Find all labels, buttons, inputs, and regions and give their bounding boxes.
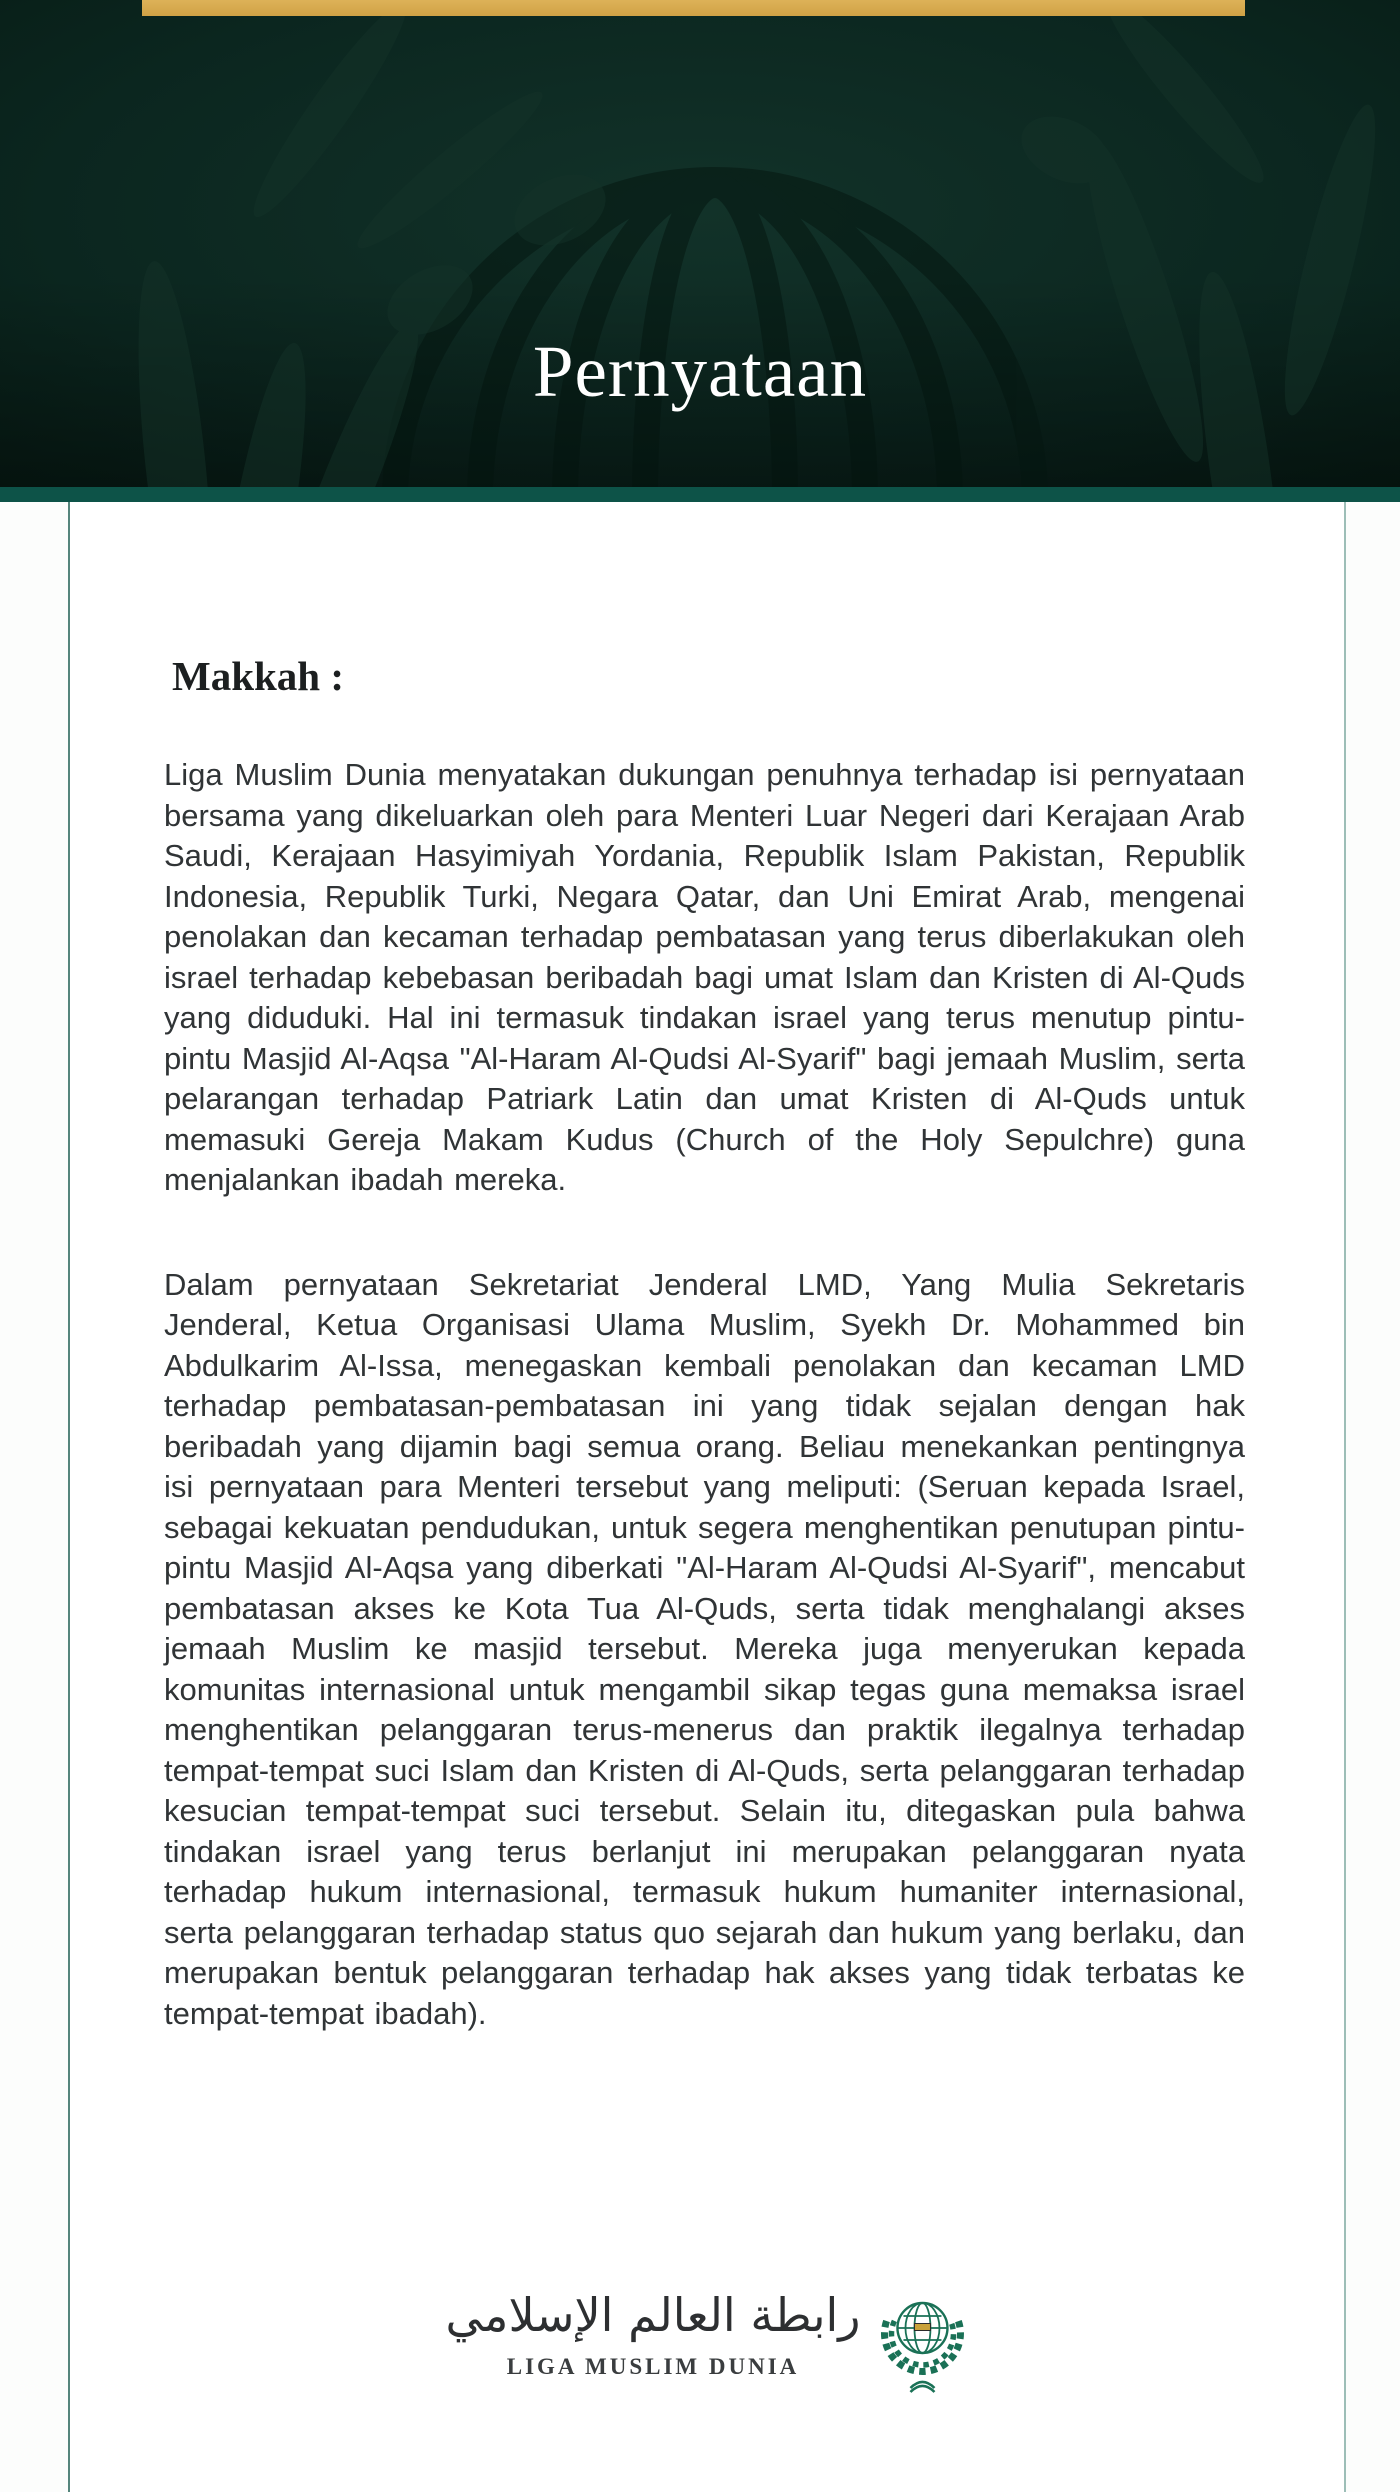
organization-logo [445,2280,968,2400]
statement-paragraph-2: Dalam pernyataan Sekretariat Jenderal LMD, Yang Mulia Sekretaris Jenderal, Ketua Organisasi Ulama Muslim, Syekh Dr. Mohammed bin Abdulkarim Al-Issa, menegaskan kembali penolakan dan kecaman LMD terhadap pembatasan-pembatasan ini yang tidak sejalan dengan hak beribadah yang dijamin bagi semua orang. Beliau menekankan pentingnya isi pernyataan para Menteri tersebut yang meliputi: (Seruan kepada Israel, sebagai kekuatan pendudukan, untuk segera menghentikan penutupan pintu-pintu Masjid Al-Aqsa yang diberkati "Al-Haram Al-Qudsi Al-Syarif", mencabut pembatasan akses ke Kota Tua Al-Quds, serta tidak menghalangi akses jemaah Muslim ke masjid tersebut. Mereka juga menyerukan kepada komunitas internasional untuk mengambil sikap tegas guna memaksa israel menghentikan pelanggaran terus-menerus dan praktik ilegalnya terhadap tempat-tempat suci Islam dan Kristen di Al-Quds, serta pelanggaran terhadap kesucian tempat-tempat suci tersebut. Selain itu, ditegaskan pula bahwa tindakan israel yang terus berlanjut ini merupakan pelanggaran nyata terhadap hukum internasional, termasuk hukum humaniter internasional, serta pelanggaran terhadap status quo sejarah dan hukum yang berlaku, dan merupakan bentuk pelanggaran terhadap hak akses yang tidak terbatas ke tempat-tempat ibadah). [164,1266,1245,2031]
logo-org-name: LIGA MUSLIM DUNIA [506,2354,800,2379]
laurel-globe-pattern-icon [0,0,1400,487]
header-banner [0,0,1400,502]
location-heading: Makkah : [172,653,345,699]
page-title: Pernyataan [532,331,868,412]
gold-accent-bar [142,0,1245,16]
globe-wreath-emblem-icon [877,2282,969,2400]
statement-paragraph-1: Liga Muslim Dunia menyatakan dukungan penuhnya terhadap isi pernyataan bersama yang dikeluarkan oleh para Menteri Luar Negeri dari Kerajaan Arab Saudi, Kerajaan Hasyimiyah Yordania, Republik Islam Pakistan, Republik Indonesia, Republik Turki, Negara Qatar, dan Uni Emirat Arab, mengenai penolakan dan kecaman terhadap pembatasan yang terus diberlakukan oleh israel terhadap kebebasan beribadah bagi umat Islam dan Kristen di Al-Quds yang diduduki. Hal ini termasuk tindakan israel yang terus menutup pintu-pintu Masjid Al-Aqsa "Al-Haram Al-Qudsi Al-Syarif" bagi jemaah Muslim, serta pelarangan terhadap Patriark Latin dan umat Kristen di Al-Quds untuk memasuki Gereja Makam Kudus (Church of the Holy Sepulchre) guna menjalankan ibadah mereka. [164,757,1245,1198]
statement-card [68,502,1346,2492]
logo-arabic-calligraphy: رابطة العالم الإسلامي [445,2288,861,2342]
teal-divider [0,487,1400,502]
